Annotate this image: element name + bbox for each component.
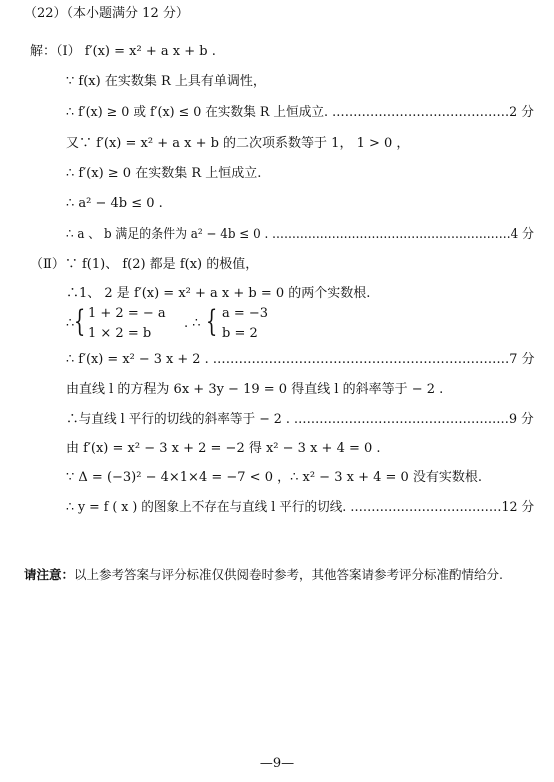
page-number: —9— <box>259 756 295 771</box>
system2-top: a = −3 <box>222 306 269 321</box>
system1-bottom: 1 × 2 = b <box>88 326 152 341</box>
part2-conclusion: ∴ y = f ( x ) 的图象上不存在与直线 l 平行的切线. ………………………………12 分 <box>66 500 535 515</box>
part1-discriminant: ∴ a² − 4b ≤ 0 . <box>66 196 163 211</box>
part1-always-nonneg: ∴ f′(x) ≥ 0 在实数集 R 上恒成立. <box>66 166 262 181</box>
part1-derivative: 解：（Ⅰ） f′(x) = x² + a x + b . <box>30 44 216 59</box>
part2-derivative-result: ∴ f′(x) = x² − 3 x + 2 . ……………………………………………………………7 分 <box>66 352 535 367</box>
part2-no-roots: ∵ Δ = (−3)² − 4×1×4 = −7 < 0 ，∴ x² − 3 x + 4 = 0 没有实数根. <box>66 470 483 485</box>
note-text: 以上参考答案与评分标准仅供阅卷时参考，其他答案请参考评分标准酌情给分. <box>74 567 503 582</box>
note-label: 请注意： <box>24 567 75 582</box>
left-brace-1: { <box>73 304 86 339</box>
therefore-symbol: ∴ <box>66 316 75 331</box>
part2-equation: 由 f′(x) = x² − 3 x + 2 = −2 得 x² − 3 x + 4 = 0 . <box>66 441 381 456</box>
equation-system <box>66 304 326 344</box>
left-brace-2: { <box>205 304 218 339</box>
problem-header: （22）（本小题满分 12 分） <box>24 6 189 21</box>
part1-conclusion: ∴ a 、 b 满足的条件为 a² − 4b ≤ 0 . ……………………………………………………4 分 <box>66 227 534 242</box>
system1-top: 1 + 2 = − a <box>88 306 166 321</box>
part2-line-slope: 由直线 l 的方程为 6x + 3y − 19 = 0 得直线 l 的斜率等于 − 2 . <box>66 382 444 397</box>
system-connector: . ∴ <box>184 316 201 331</box>
part2-tangent-slope: ∴与直线 l 平行的切线的斜率等于 − 2 . ……………………………………………9 分 <box>66 412 534 427</box>
part1-coefficient: 又∵ f′(x) = x² + a x + b 的二次项系数等于 1， 1 > 0 ， <box>66 136 410 151</box>
grading-note <box>24 565 503 583</box>
system2-bottom: b = 2 <box>222 326 258 341</box>
part1-monotonic: ∵ f(x) 在实数集 R 上具有单调性， <box>66 74 266 89</box>
part2-extrema: （Ⅱ）∵ f(1)、 f(2) 都是 f(x) 的极值， <box>30 257 259 272</box>
part1-condition: ∴ f′(x) ≥ 0 或 f′(x) ≤ 0 在实数集 R 上恒成立. ……………………………………2 分 <box>66 105 534 120</box>
part2-roots: ∴1、 2 是 f′(x) = x² + a x + b = 0 的两个实数根. <box>66 286 371 301</box>
